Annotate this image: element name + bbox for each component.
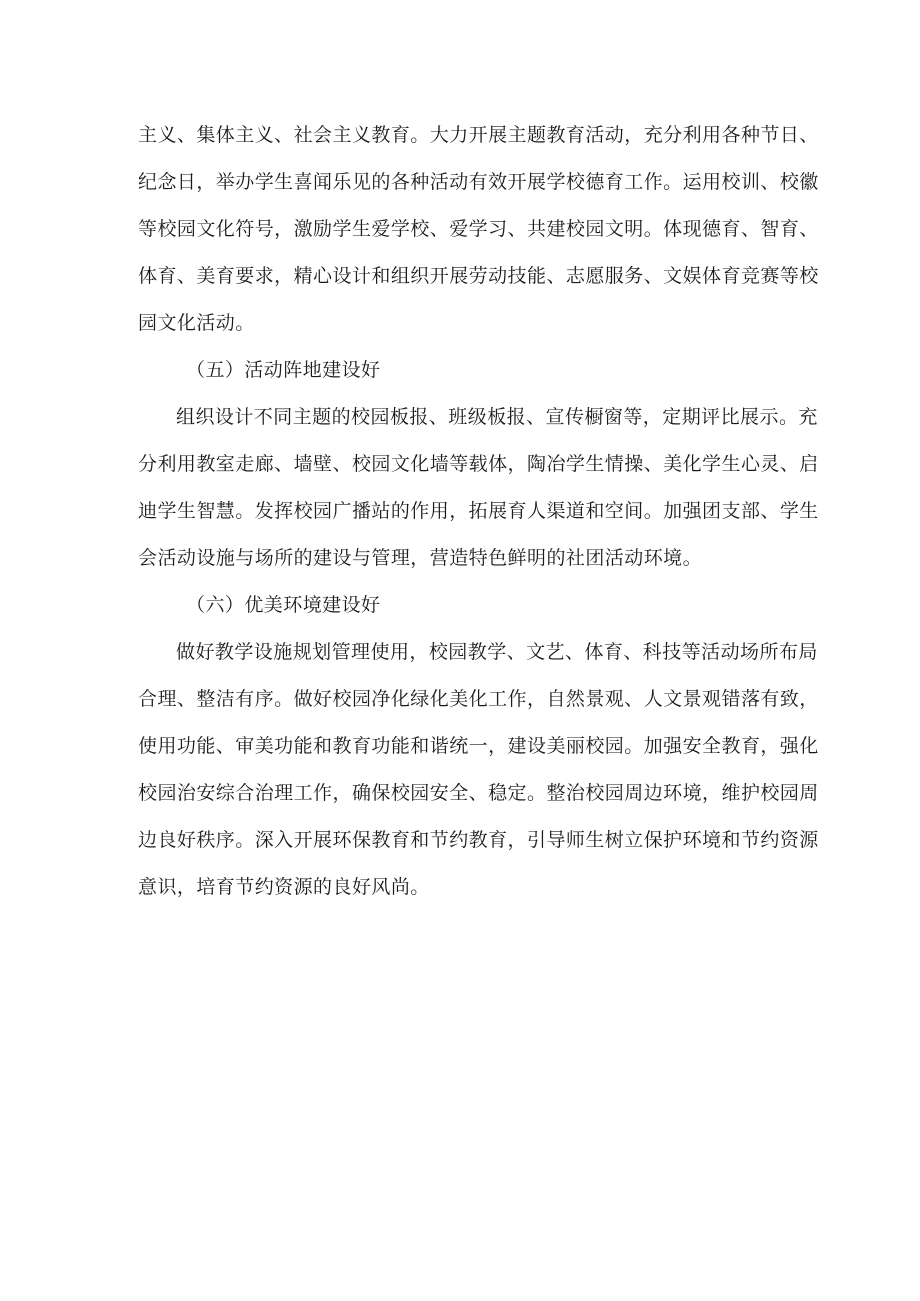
paragraph-line: 校园治安综合治理工作，确保校园安全、稳定。整治校园周边环境，维护校园周 xyxy=(138,782,819,804)
paragraph-line: 分利用教室走廊、墙壁、校园文化墙等载体，陶冶学生情操、美化学生心灵、启 xyxy=(138,453,819,475)
paragraph-line: 做好教学设施规划管理使用，校园教学、文艺、体育、科技等活动场所布局 xyxy=(176,641,818,663)
paragraph-line: 边良好秩序。深入开展环保教育和节约教育，引导师生树立保护环境和节约资源 xyxy=(138,829,819,851)
document-page xyxy=(138,117,819,916)
paragraph-line: 使用功能、审美功能和教育功能和谐统一，建设美丽校园。加强安全教育，强化 xyxy=(138,735,819,757)
paragraph-line: 组织设计不同主题的校园板报、班级板报、宣传橱窗等，定期评比展示。充 xyxy=(176,406,818,428)
section-heading-6: （六）优美环境建设好 xyxy=(186,594,381,616)
paragraph-line: 会活动设施与场所的建设与管理，营造特色鲜明的社团活动环境。 xyxy=(138,547,703,569)
paragraph-line: 主义、集体主义、社会主义教育。大力开展主题教育活动，充分利用各种节日、 xyxy=(138,124,819,146)
paragraph-line: 意识，培育节约资源的良好风尚。 xyxy=(138,876,430,898)
paragraph-line: 纪念日，举办学生喜闻乐见的各种活动有效开展学校德育工作。运用校训、校徽 xyxy=(138,171,819,193)
paragraph-line: 等校园文化符号，激励学生爱学校、爱学习、共建校园文明。体现德育、智育、 xyxy=(138,218,819,240)
paragraph-line: 体育、美育要求，精心设计和组织开展劳动技能、志愿服务、文娱体育竞赛等校 xyxy=(138,265,819,287)
paragraph-line: 园文化活动。 xyxy=(138,312,255,334)
section-heading-5: （五）活动阵地建设好 xyxy=(186,359,381,381)
paragraph-line: 合理、整洁有序。做好校园净化绿化美化工作，自然景观、人文景观错落有致， xyxy=(138,688,819,710)
paragraph-line: 迪学生智慧。发挥校园广播站的作用，拓展育人渠道和空间。加强团支部、学生 xyxy=(138,500,819,522)
